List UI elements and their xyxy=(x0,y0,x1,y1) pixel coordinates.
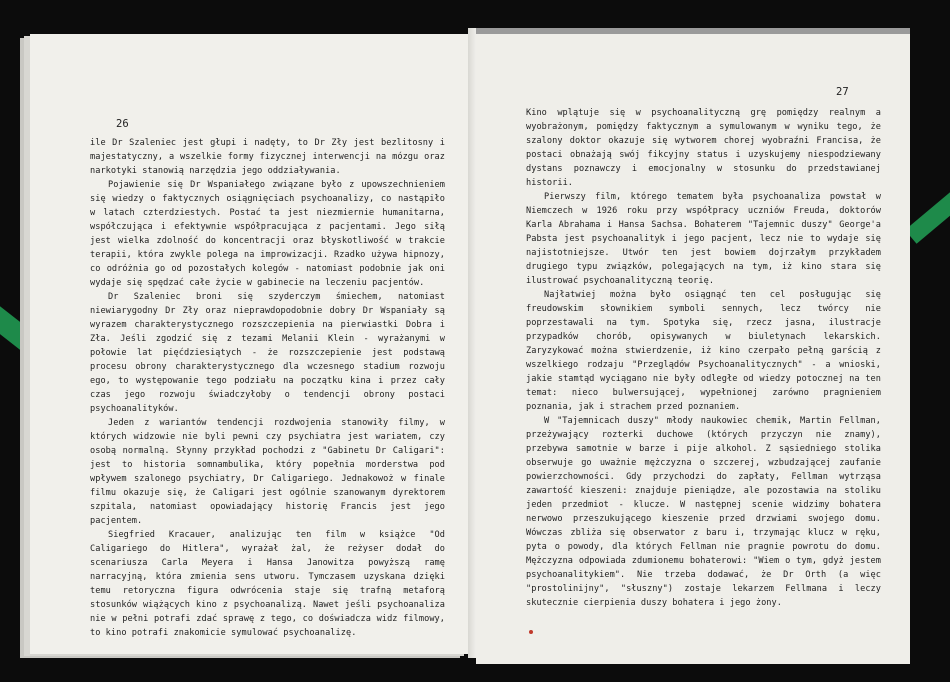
right-paragraph-2: Pierwszy film, którego tematem była psychoanaliza powstał w Niemczech w 1926 roku przy współpracy uczniów Freuda, doktorów Karla Abrahama i Hansa Sachsa. Bohaterem "Tajemnic duszy" George'a Pabsta jest psychoanalityk i jego pacjent, lecz nie to wydaje się najistotniejsze. Utwór ten jest bowiem dojrzałym przykładem drugiego typu związków, polegających na tym, iż kino stara się ilustrować psychoanalityczną teorię. xyxy=(526,192,881,286)
left-paragraph-4: Jeden z wariantów tendencji rozdwojenia stanowiły filmy, w których widzowie nie byli pewni czy psychiatra jest wariatem, czy osobą normalną. Słynny przykład pochodzi z "Gabinetu Dr Caligari": jest to historia somnambulika, który popełnia morderstwa pod wpływem szalonego psychiatry, Dr Caligariego. Jednakowoż w finale filmu okazuje się, że Caligari jest ogólnie szanowanym dyrektorem szpitala, natomiast opowiadający historię Francis jest jego pacjentem. xyxy=(90,418,445,526)
page-mark xyxy=(529,630,533,634)
book-spread xyxy=(30,28,910,658)
left-page-text xyxy=(90,136,445,640)
right-page-text xyxy=(526,106,881,610)
right-paragraph-3: Najłatwiej można było osiągnąć ten cel posługując się freudowskim słownikiem symboli sennych, lecz twórcy nie poprzestawali na tym. Spotyka się, rzecz jasna, ilustracje przypadków chorób, opisywanych w biuletynach lekarskich. Zaryzykować można stwierdzenie, iż kino czerpało pełną garścią z wszelkiego rodzaju "Przeglądów Psychoanalitycznych" - a wnioski, jakie stamtąd wyciągano nie były odległe od wiedzy potocznej na ten temat: nieco bulwersującej, wypełnionej zarówno pragnieniem poznania, jak i strachem przed poznaniem. xyxy=(526,290,881,412)
right-page-number: 27 xyxy=(836,86,849,98)
left-page xyxy=(30,34,470,654)
right-page xyxy=(476,28,910,664)
green-stripe-right xyxy=(905,179,950,244)
right-paragraph-1: Kino wplątuje się w psychoanalityczną grę pomiędzy realnym a wyobrażonym, pomiędzy faktycznym a symulowanym w wyniku tego, że szalony doktor okazuje się wytworem chorej wyobraźni Francisa, że postaci obnażają swój fikcyjny status i uzyskujemy niespodziewany dystans poznawczy i emocjonalny w stosunku do przedstawianej historii. xyxy=(526,108,881,188)
left-paragraph-5: Siegfried Kracauer, analizując ten film w książce "Od Caligariego do Hitlera", wyrażał żal, że reżyser dodał do scenariusza Carla Meyera i Hansa Janowitza powyższą ramę narracyjną, która zmienia sens utworu. Tymczasem uzyskana dzięki temu retoryczna figura odwrócenia staje się trafną metaforą stosunków wiążących kino z psychoanalizą. Nawet jeśli psychoanaliza nie w pełni potrafi zdać sprawę z tego, co doświadcza widz filmowy, to kino potrafi znakomicie symulować psychoanalizę. xyxy=(90,530,445,638)
left-paragraph-2: Pojawienie się Dr Wspaniałego związane było z upowszechnieniem się wiedzy o faktycznych osiągnięciach psychoanalizy, co nastąpiło w latach czterdziestych. Postać ta jest niezmiernie humanitarna, współczująca i efektywnie współpracująca z pacjentami. Jego siłą jest wielka zdolność do koncentracji oraz błyskotliwość w trakcie terapii, która zwykle polega na improwizacji. Rzadko używa hipnozy, co odróżnia go od pozostałych kolegów - natomiast podobnie jak oni wydaje się spędzać całe życie w gabinecie na leczeniu pacjentów. xyxy=(90,180,445,288)
right-paragraph-4: W "Tajemnicach duszy" młody naukowiec chemik, Martin Fellman, przeżywający rozterki duchowe (których przyczyn nie znamy), przebywa samotnie w barze i pije alkohol. Z sąsiedniego stolika obserwuje go uważnie mężczyzna o szczerej, wzbudzającej zaufanie powierzchowności. Gdy przychodzi do zapłaty, Fellman wytrząsa zawartość kieszeni: znajduje pieniądze, ale pozostawia na stoliku jeden przedmiot - klucze. W następnej scenie widzimy bohatera nerwowo przeszukującego kieszenie przed drzwiami swojego domu. Wówczas zbliża się obserwator z baru i, trzymając klucz w ręku, pyta o powody, dla których Fellman nie pragnie powrotu do domu. Mężczyzna odpowiada zdumionemu bohaterowi: "Wiem o tym, gdyż jestem psychoanalitykiem". Nie trzeba dodawać, że Dr Orth (a więc "prostolinijny", "słuszny") zostaje lekarzem Fellmana i leczy skutecznie cierpienia duszy bohatera i jego żony. xyxy=(526,416,881,608)
left-paragraph-1: ile Dr Szaleniec jest głupi i nadęty, to Dr Zły jest bezlitosny i majestatyczny, a wszelkie formy fizycznej interwencji na mózgu oraz narkotyki stanowią narzędzia jego oddziaływania. xyxy=(90,138,445,176)
left-paragraph-3: Dr Szaleniec broni się szyderczym śmiechem, natomiast niewiarygodny Dr Zły oraz nieprawdopodobnie dobry Dr Wspaniały są wyrazem charakterystycznego rozszczepienia na pierwiastki Dobra i Zła. Jeśli zgodzić się z tezami Melanii Klein - wyrażanymi w połowie lat pięćdziesiątych - że rozszczepienie jest podstawą procesu obrony charakterystycznego dla wczesnego stadium rozwoju ego, to występowanie tego podziału na początku kina i przez cały czas jego rozwoju świadczyłoby o tendencji obrony postaci psychoanalityków. xyxy=(90,292,445,414)
left-page-number: 26 xyxy=(116,118,129,130)
